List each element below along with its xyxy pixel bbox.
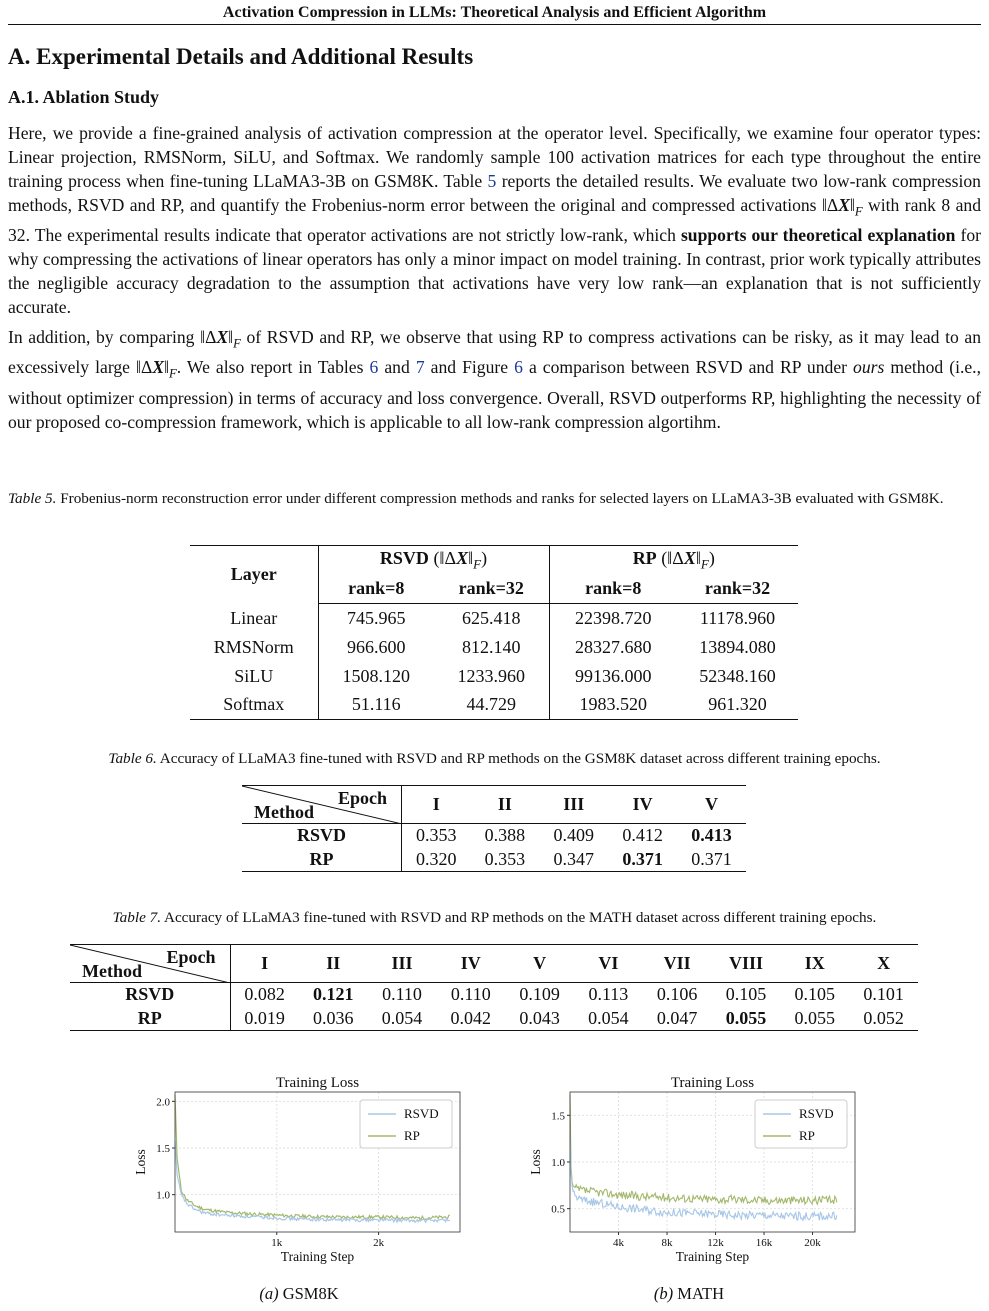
y-tick-label: 0.5 bbox=[551, 1203, 565, 1216]
accuracy-cell: 0.019 bbox=[244, 1007, 285, 1028]
epoch-header: VIII bbox=[712, 945, 781, 983]
table-row bbox=[242, 824, 746, 848]
math-frobenius-norm: $‖\Delta X‖_F$ bbox=[821, 194, 863, 219]
accuracy-cell: 0.409 bbox=[553, 825, 594, 846]
table5-rank-header: rank=32 bbox=[677, 575, 798, 604]
table5-row bbox=[190, 691, 798, 720]
epoch-header: IV bbox=[436, 945, 505, 983]
table6-caption: Table 6. Accuracy of LLaMA3 fine-tuned with RSVD and RP methods on the GSM8K dataset across different training epochs. bbox=[108, 750, 881, 767]
x-tick-label: 8k bbox=[661, 1237, 673, 1249]
epoch-header: II bbox=[299, 945, 368, 983]
table5-layer-name: Linear bbox=[190, 604, 318, 633]
accuracy-cell: 0.371 bbox=[622, 848, 663, 869]
table5-header-rp: RP $(‖\Delta X‖_F)$ bbox=[632, 547, 715, 572]
table5-cell: 13894.080 bbox=[699, 636, 776, 657]
table5-layer-name: RMSNorm bbox=[190, 633, 318, 662]
x-tick-label: 1k bbox=[271, 1237, 283, 1249]
y-tick-label: 1.5 bbox=[551, 1110, 565, 1123]
method-label: Method bbox=[254, 802, 314, 822]
accuracy-cell: 0.101 bbox=[863, 984, 904, 1005]
legend-label: RP bbox=[404, 1128, 420, 1143]
epoch-header: V bbox=[677, 786, 746, 824]
table6-ref-link[interactable]: 6 bbox=[369, 357, 379, 378]
table7 bbox=[70, 944, 918, 1031]
accuracy-cell: 0.113 bbox=[588, 984, 629, 1005]
epoch-header: IX bbox=[780, 945, 849, 983]
accuracy-cell: 0.042 bbox=[450, 1007, 492, 1028]
epoch-label: Epoch bbox=[166, 947, 216, 967]
table5-ref-link[interactable]: 5 bbox=[487, 170, 497, 191]
epoch-header: III bbox=[539, 786, 608, 824]
table5-header-rsvd: RSVD $(‖\Delta X‖_F)$ bbox=[318, 546, 549, 575]
table5-cell: 11178.960 bbox=[699, 607, 776, 628]
accuracy-cell: 0.320 bbox=[415, 848, 457, 869]
y-tick-label: 1.5 bbox=[156, 1143, 170, 1155]
accuracy-cell: 0.054 bbox=[588, 1007, 629, 1028]
table6 bbox=[242, 785, 746, 872]
method-name: RP bbox=[70, 1007, 230, 1031]
accuracy-cell: 0.413 bbox=[691, 825, 732, 846]
accuracy-cell: 0.043 bbox=[519, 1007, 560, 1028]
accuracy-cell: 0.353 bbox=[484, 848, 526, 869]
method-name: RSVD bbox=[70, 983, 230, 1007]
epoch-header: VII bbox=[643, 945, 712, 983]
x-tick-label: 2k bbox=[373, 1237, 385, 1249]
accuracy-cell: 0.105 bbox=[725, 984, 767, 1005]
method-name: RP bbox=[242, 848, 402, 872]
table5-rank-header: rank=8 bbox=[318, 575, 434, 604]
subcaption-gsm8k: (a) GSM8K bbox=[259, 1284, 339, 1303]
table-row bbox=[242, 848, 746, 872]
legend-label: RP bbox=[799, 1128, 815, 1143]
accuracy-cell: 0.371 bbox=[691, 848, 732, 869]
accuracy-cell: 0.412 bbox=[622, 825, 663, 846]
x-tick-label: 16k bbox=[755, 1237, 773, 1249]
table5-row bbox=[190, 633, 798, 662]
table5-caption: Table 5. Frobenius-norm reconstruction error under different compression methods and ranks for selected layers on LLaMA3-3B evaluated with GSM8K. bbox=[8, 490, 944, 507]
x-axis-label: Training Step bbox=[675, 1249, 750, 1264]
legend-label: RSVD bbox=[799, 1106, 834, 1121]
accuracy-cell: 0.121 bbox=[312, 984, 354, 1005]
epoch-header: V bbox=[505, 945, 574, 983]
epoch-label: Epoch bbox=[338, 788, 388, 808]
training-loss-chart-math bbox=[515, 1070, 860, 1270]
epoch-header: X bbox=[849, 945, 918, 983]
epoch-header: IV bbox=[608, 786, 677, 824]
accuracy-cell: 0.036 bbox=[312, 1007, 354, 1028]
subsection-title: A.1. Ablation Study bbox=[8, 87, 160, 107]
epoch-header: I bbox=[230, 945, 299, 983]
table5-header-layer: Layer bbox=[190, 546, 318, 604]
table5-cell: 52348.160 bbox=[699, 665, 776, 686]
table5-row bbox=[190, 604, 798, 633]
table5-cell: 745.965 bbox=[347, 607, 406, 628]
accuracy-cell: 0.052 bbox=[863, 1007, 904, 1028]
table5-cell: 961.320 bbox=[708, 694, 767, 715]
epoch-header: II bbox=[470, 786, 539, 824]
table-row bbox=[70, 983, 918, 1007]
figure6-ref-link[interactable]: 6 bbox=[514, 357, 523, 378]
subcaption-math: (b) MATH bbox=[653, 1284, 725, 1303]
y-tick-label: 2.0 bbox=[156, 1096, 170, 1109]
paragraph-comparison: In addition, by comparing $‖\Delta X‖_F$ of RSVD and RP, we observe that using RP to compress activations can be risky, as it may lead to an excessively large $‖\Delta X‖_F$. We also report in Tables 6 and 7 and Figure 6 a comparison between RSVD and RP under ours method (i.e., without optimizer compression) in terms of accuracy and loss convergence. Overall, RSVD outperforms RP, highlighting the necessity of our proposed co-compression framework, which is applicable to all low-rank compression algortihm. bbox=[8, 327, 982, 432]
math-frobenius-norm: $‖\Delta X‖_F$ bbox=[136, 357, 177, 381]
table5-cell: 625.418 bbox=[434, 604, 549, 633]
table5-cell: 99136.000 bbox=[575, 665, 652, 686]
y-axis-label: Loss bbox=[133, 1149, 148, 1175]
y-tick-label: 1.0 bbox=[551, 1157, 565, 1169]
table5-cell: 28327.680 bbox=[575, 636, 652, 657]
table5-cell: 1233.960 bbox=[434, 662, 549, 691]
table5-cell: 51.116 bbox=[351, 694, 401, 715]
table5-rank-header: rank=8 bbox=[549, 575, 677, 604]
chart-title: Training Loss bbox=[275, 1075, 360, 1091]
x-tick-label: 12k bbox=[707, 1237, 724, 1249]
accuracy-cell: 0.110 bbox=[382, 984, 422, 1005]
table5-cell: 44.729 bbox=[434, 691, 549, 720]
accuracy-cell: 0.047 bbox=[656, 1007, 698, 1028]
accuracy-cell: 0.106 bbox=[656, 984, 698, 1005]
epoch-method-header bbox=[242, 786, 402, 824]
epoch-header: I bbox=[402, 786, 471, 824]
table7-ref-link[interactable]: 7 bbox=[415, 357, 425, 378]
training-loss-chart-gsm8k bbox=[120, 1070, 465, 1270]
accuracy-cell: 0.105 bbox=[794, 984, 836, 1005]
table5-cell: 22398.720 bbox=[575, 607, 652, 628]
accuracy-cell: 0.110 bbox=[450, 984, 491, 1005]
section-title: A. Experimental Details and Additional Results bbox=[8, 44, 474, 69]
chart-title: Training Loss bbox=[670, 1075, 755, 1091]
running-head: Activation Compression in LLMs: Theoretical Analysis and Efficient Algorithm bbox=[8, 4, 981, 25]
series-line-rsvd bbox=[175, 1141, 450, 1223]
accuracy-cell: 0.347 bbox=[553, 848, 594, 869]
method-label: Method bbox=[82, 961, 142, 981]
accuracy-cell: 0.388 bbox=[484, 825, 526, 846]
table5-layer-name: Softmax bbox=[190, 691, 318, 720]
table5-cell: 812.140 bbox=[434, 633, 549, 662]
accuracy-cell: 0.054 bbox=[381, 1007, 423, 1028]
x-tick-label: 20k bbox=[804, 1237, 821, 1249]
x-axis-label: Training Step bbox=[280, 1249, 355, 1264]
accuracy-cell: 0.109 bbox=[519, 984, 560, 1005]
epoch-method-header bbox=[70, 945, 230, 983]
table5-rank-header: rank=32 bbox=[434, 575, 549, 604]
epoch-header: III bbox=[368, 945, 437, 983]
x-tick-label: 4k bbox=[613, 1237, 625, 1249]
epoch-header: VI bbox=[574, 945, 643, 983]
accuracy-cell: 0.082 bbox=[244, 984, 285, 1005]
y-axis-label: Loss bbox=[528, 1149, 543, 1175]
accuracy-cell: 0.055 bbox=[794, 1007, 836, 1028]
table5-cell: 1508.120 bbox=[342, 665, 410, 686]
table7-caption: Table 7. Accuracy of LLaMA3 fine-tuned with RSVD and RP methods on the MATH dataset across different training epochs. bbox=[112, 909, 877, 926]
table5-cell: 1983.520 bbox=[579, 694, 647, 715]
accuracy-cell: 0.353 bbox=[415, 825, 457, 846]
table5-cell: 966.600 bbox=[347, 636, 406, 657]
math-frobenius-norm: $‖\Delta X‖_F$ bbox=[200, 327, 241, 351]
table5 bbox=[190, 545, 798, 720]
table5-layer-name: SiLU bbox=[190, 662, 318, 691]
method-name: RSVD bbox=[242, 824, 402, 848]
accuracy-cell: 0.055 bbox=[725, 1007, 767, 1028]
paragraph-ablation: Here, we provide a fine-grained analysis of activation compression at the operator level. Specifically, we examine four operator types: Linear projection, RMSNorm, SiLU, and Softmax. We randomly sample 100 activation matrices for each type throughout the entire training process when fine-tuning LLaMA3-3B on GSM8K. Table 5 reports the detailed results. We evaluate two low-rank compression methods, RSVD and RP, and quantify the Frobenius-norm error between the original and compressed activations $‖\Delta X‖_F$ with rank 8 and 32. The experimental results indicate that operator activations are not strictly low-rank, which supports our theoretical explanation for why compressing the activations of linear operators has only a minor impact on model training. In contrast, prior work typically attributes the negligible accuracy degradation to the assumption that activations have very low rank—an explanation that is not sufficiently accurate. bbox=[8, 123, 981, 317]
table-row bbox=[70, 1007, 918, 1031]
table5-row bbox=[190, 662, 798, 691]
y-tick-label: 1.0 bbox=[156, 1189, 170, 1202]
legend-label: RSVD bbox=[404, 1106, 439, 1121]
